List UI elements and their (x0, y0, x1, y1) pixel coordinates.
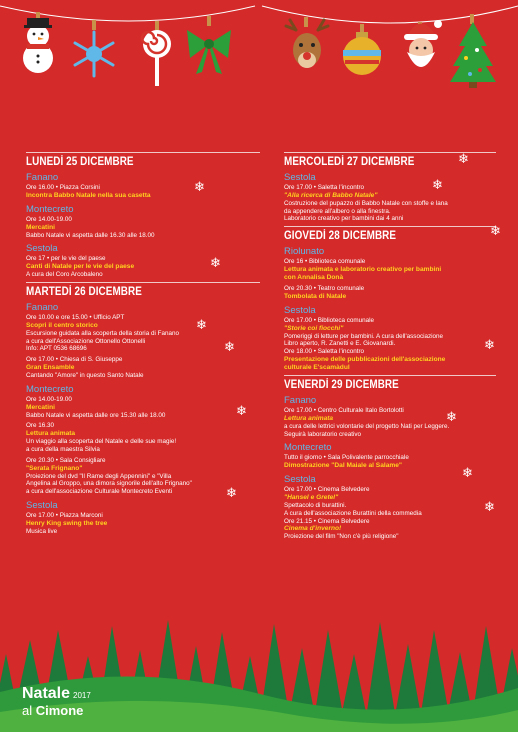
snowflake-icon: ❄ (432, 177, 443, 192)
snowflake-icon: ❄ (462, 465, 473, 480)
events-column-right (284, 152, 496, 541)
snowflake-icon: ❄ (446, 409, 457, 424)
event-description: a cura dell'associazione Culturale Montecreto Eventi (26, 488, 173, 496)
event-time: Ore 17.00 • Cinema Belvedere (284, 486, 370, 494)
snowflake-icon: ❄ (196, 317, 207, 332)
brand-name: Natale (22, 685, 71, 702)
event-description: Laboratorio creativo per bambini dai 4 anni (284, 215, 404, 223)
snowman-icon (23, 18, 53, 73)
event-description: Cantando "Amore" in questo Santo Natale (26, 371, 144, 379)
event-description: Pomeriggi di letture per bambini. A cura dell'associazione (284, 332, 444, 340)
event-time: Ore 16 • Biblioteca comunale (284, 258, 366, 266)
town-heading: Sestola (284, 172, 316, 183)
event-title: Incontra Babbo Natale nella sua casetta (26, 191, 151, 199)
event-title: Mercatini (26, 223, 55, 231)
event-title: Gran Ensamble (26, 363, 75, 371)
event-title: "Serata Frignano" (26, 464, 83, 472)
divider (284, 226, 496, 227)
event-description: A cura del Coro Arcobaleno (26, 271, 103, 279)
event-title: culturale E'scamàdul (284, 363, 350, 371)
day-heading: MERCOLEDÌ 27 DICEMBRE (284, 156, 415, 168)
event-description: da appendere all'albero o alla finestra. (284, 207, 391, 215)
snowflake-icon: ❄ (226, 485, 237, 500)
event-description: Libro aperto, R. Zanetti e E. Giovanardi. (284, 340, 396, 348)
event-description: Babbo Natale vi aspetta dalle 16.30 alle 18.00 (26, 231, 155, 239)
event-description: Angelina al Groppo, una dimora signorile dell'alto Frignano" (26, 480, 192, 488)
event-time: Ore 16.00 • Piazza Corsini (26, 184, 100, 191)
event-title: Tombolata di Natale (284, 292, 347, 300)
event-time: Ore 17.00 • Saletta l'incontro (284, 184, 365, 191)
event-time: Ore 10.00 e ore 15.00 • Ufficio APT (26, 313, 125, 321)
event-time: Ore 17.00 • Biblioteca comunale (284, 316, 375, 324)
event-time: Tutto il giorno • Sala Polivalente parrocchiale (284, 454, 409, 462)
ornament-garland (0, 0, 518, 100)
event-description: Seguirà laboratorio creativo (284, 430, 362, 438)
event-title: Henry King swing the tree (26, 519, 108, 527)
event-time: Ore 20.30 • Teatro comunale (284, 284, 365, 292)
event-title: Lettura animata (26, 430, 76, 438)
snowflake-icon: ❄ (490, 223, 501, 238)
divider (26, 152, 260, 153)
event-time: Ore 17.00 • Piazza Marconi (26, 511, 103, 519)
event-time: Ore 20.30 • Sala Consigliare (26, 456, 106, 464)
town-heading: Montecreto (26, 203, 74, 215)
christmas-tree-icon (450, 22, 496, 88)
town-heading: Sestola (284, 474, 316, 486)
day-heading: LUNEDÌ 25 DICEMBRE (26, 156, 134, 168)
snowflake-icon: ❄ (484, 499, 495, 514)
town-heading: Sestola (26, 499, 58, 511)
event-description: A cura dell'associazione Burattini della commedia (284, 509, 422, 517)
event-title: Lettura animata (284, 414, 334, 422)
town-heading: Fanano (26, 172, 59, 183)
event-title: con Annalisa Donà (284, 273, 344, 281)
brand-logo (22, 686, 91, 718)
town-heading: Montecreto (284, 442, 332, 454)
event-description: Babbo Natale vi aspetta dalle ore 15.30 alle 18.00 (26, 411, 166, 419)
town-heading: Fanano (284, 394, 317, 406)
snowflake-icon: ❄ (236, 403, 247, 418)
event-time: Ore 17 • per le vie del paese (26, 255, 106, 263)
event-title: Lettura animata e laboratorio creativo per bambini (284, 265, 442, 273)
day-heading: MARTEDÌ 26 DICEMBRE (26, 285, 142, 298)
town-heading: Sestola (26, 243, 58, 255)
event-title: Cinema d'inverno! (284, 525, 342, 533)
day-heading: VENERDÌ 29 DICEMBRE (284, 378, 399, 391)
snowflake-icon: ❄ (458, 151, 469, 166)
event-title: "Hansel e Gretel" (284, 493, 339, 501)
snowflake-icon: ❄ (194, 179, 205, 194)
town-heading: Montecreto (26, 383, 74, 395)
event-title: Scopri il centro storico (26, 321, 98, 329)
reindeer-icon (286, 20, 328, 68)
lollipop-icon (142, 30, 171, 86)
event-time: Ore 16.30 (26, 422, 55, 430)
event-title: "Storie coi fiocchi" (284, 324, 344, 332)
town-heading: Riolunato (284, 246, 325, 258)
event-description: Escursione guidata alla scoperta della storia di Fanano (26, 329, 179, 337)
event-time: Ore 21.15 • Cinema Belvedere (284, 517, 370, 525)
day-heading: GIOVEDÌ 28 DICEMBRE (284, 230, 397, 243)
event-description: a cura dell'Associazione Ottonello Ottonelli (26, 337, 146, 345)
brand-year: 2017 (73, 691, 91, 700)
event-time: Ore 17.00 • Centro Culturale Italo Bortolotti (284, 406, 404, 414)
brand-place: Cimone (35, 703, 84, 718)
santa-icon (404, 20, 442, 67)
event-time: Ore 17.00 • Chiesa di S. Giuseppe (26, 356, 123, 364)
event-time: Ore 18.00 • Saletta l'incontro (284, 348, 365, 356)
event-description: Proiezione del dvd "Il Rame degli Appennini" e "Villa (26, 472, 172, 480)
event-description: a cura della maestra Silvia (26, 445, 100, 453)
town-heading: Sestola (284, 304, 316, 316)
bauble-icon (343, 32, 381, 75)
snowflake-icon: ❄ (210, 255, 221, 270)
event-time: Ore 14.00-19.00 (26, 215, 72, 223)
event-description: Costruzione del pupazzo di Babbo Natale con stoffe e lana (284, 199, 448, 207)
event-title: Canti di Natale per le vie del paese (26, 263, 135, 271)
divider (284, 375, 496, 376)
event-description: Spettacolo di burattini. (284, 501, 347, 509)
bow-icon (187, 30, 231, 74)
town-heading: Fanano (26, 301, 59, 313)
snowflake-icon: ❄ (224, 339, 235, 354)
event-time: Ore 14.00-19.00 (26, 395, 72, 403)
event-title: Presentazione delle pubblicazioni dell'associazione (284, 355, 446, 363)
event-title: "Alla ricerca di Babbo Natale" (284, 191, 378, 199)
brand-prefix: al (22, 703, 36, 718)
snowflake-icon (75, 32, 113, 76)
event-title: Dimostrazione "Dal Maiale al Salame" (284, 462, 403, 470)
event-description: Musica live (26, 527, 58, 535)
event-title: Mercatini (26, 403, 55, 411)
event-description: Un viaggio alla scoperta del Natale e delle sue magie! (26, 438, 177, 446)
event-description: Proiezione del film "Non c'è più religione" (284, 533, 399, 541)
snowflake-icon: ❄ (484, 337, 495, 352)
event-info: Info: APT 0536 68696 (26, 345, 87, 353)
divider (26, 282, 260, 283)
event-description: a cura delle lettrici volontarie del progetto Nati per Leggere. (284, 422, 450, 430)
